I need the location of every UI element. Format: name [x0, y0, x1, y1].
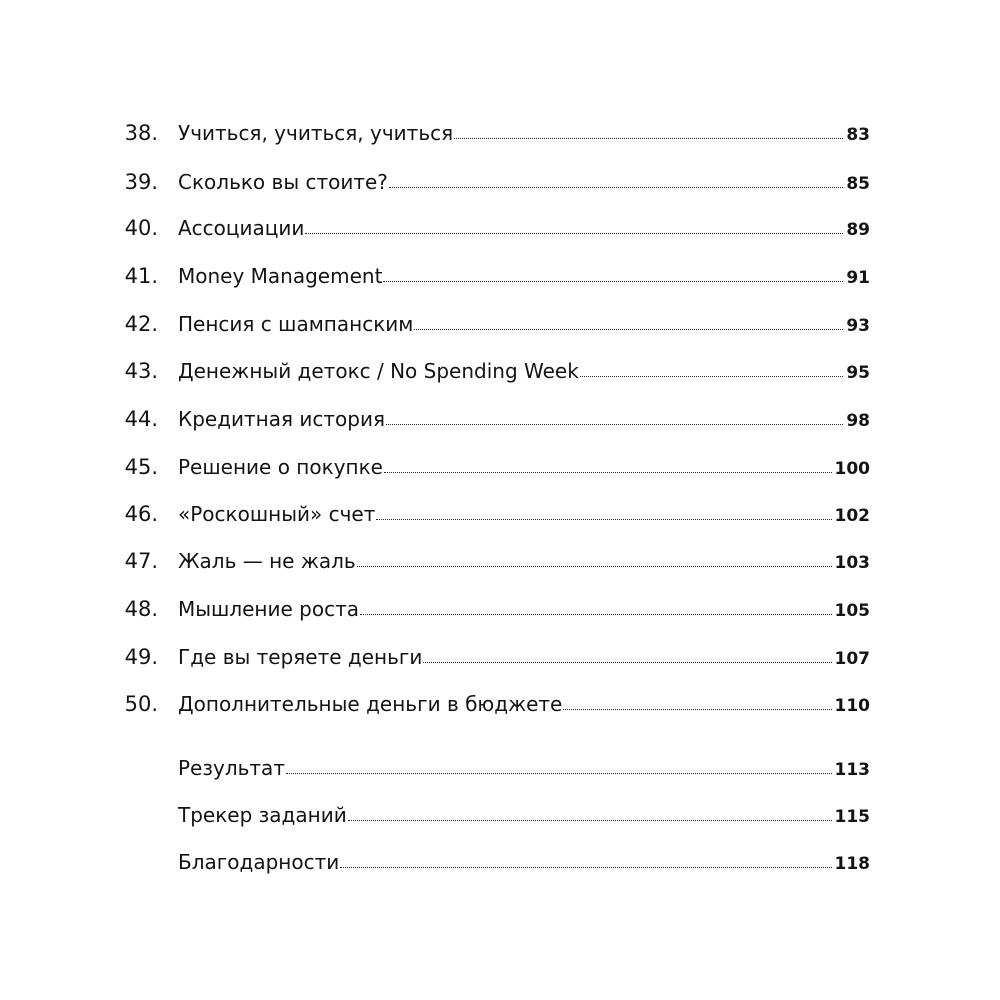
toc-entry-49[interactable] [0, 637, 1000, 677]
toc-entry-task-tracker[interactable] [0, 795, 1000, 835]
toc-entry-43[interactable] [0, 351, 1000, 391]
chapter-number: 38. [124, 121, 158, 145]
dot-leader [376, 519, 831, 520]
chapter-title: Учиться, учиться, учиться [178, 121, 454, 145]
dot-leader [357, 566, 832, 567]
dot-leader [580, 376, 844, 377]
page-number: 110 [834, 696, 870, 716]
chapter-title: Решение о покупке [178, 455, 383, 479]
page-number: 89 [846, 220, 870, 240]
page-number: 91 [846, 268, 870, 288]
toc-line [178, 541, 870, 581]
chapter-number: 49. [124, 645, 158, 669]
toc-line [178, 304, 870, 344]
dot-leader [286, 773, 832, 774]
dot-leader [386, 424, 843, 425]
toc-line [178, 351, 870, 391]
toc-line [178, 842, 870, 882]
chapter-number: 50. [124, 692, 158, 716]
toc-entry-40[interactable] [0, 208, 1000, 248]
toc-line [178, 399, 870, 439]
chapter-title: Кредитная история [178, 407, 386, 431]
chapter-number: 48. [124, 597, 158, 621]
toc-line [178, 637, 870, 677]
chapter-title: Денежный детокс / No Spending Week [178, 359, 579, 383]
toc-line [178, 748, 870, 788]
toc-line [178, 162, 870, 202]
chapter-title: Дополнительные деньги в бюджете [178, 692, 563, 716]
toc-line [178, 208, 870, 248]
toc-entry-42[interactable] [0, 304, 1000, 344]
section-title: Благодарности [178, 850, 340, 874]
dot-leader [305, 233, 843, 234]
chapter-number: 42. [124, 312, 158, 336]
page-number: 102 [834, 506, 870, 526]
toc-line [178, 494, 870, 534]
dot-leader [340, 867, 831, 868]
toc-line [178, 113, 870, 153]
toc-entry-41[interactable] [0, 256, 1000, 296]
page-number: 95 [846, 363, 870, 383]
page-number: 83 [846, 125, 870, 145]
dot-leader [383, 281, 843, 282]
chapter-number: 40. [124, 216, 158, 240]
chapter-title: Money Management [178, 264, 383, 288]
chapter-title: Жаль — не жаль [178, 549, 356, 573]
chapter-number: 41. [124, 264, 158, 288]
page-number: 107 [834, 649, 870, 669]
page-number: 100 [834, 459, 870, 479]
toc-line [178, 684, 870, 724]
chapter-title: Где вы теряете деньги [178, 645, 423, 669]
chapter-title: Сколько вы стоите? [178, 170, 388, 194]
dot-leader [423, 662, 831, 663]
chapter-title: Пенсия с шампанским [178, 312, 414, 336]
toc-entry-38[interactable] [0, 113, 1000, 153]
toc-line [178, 795, 870, 835]
dot-leader [414, 329, 843, 330]
toc-entry-39[interactable] [0, 162, 1000, 202]
dot-leader [384, 472, 832, 473]
toc-entry-45[interactable] [0, 447, 1000, 487]
chapter-number: 46. [124, 502, 158, 526]
chapter-number: 43. [124, 359, 158, 383]
page-number: 85 [846, 174, 870, 194]
chapter-number: 45. [124, 455, 158, 479]
toc-entry-48[interactable] [0, 589, 1000, 629]
page-number: 113 [834, 760, 870, 780]
section-title: Результат [178, 756, 285, 780]
toc-entry-44[interactable] [0, 399, 1000, 439]
chapter-number: 39. [124, 170, 158, 194]
chapter-title: Ассоциации [178, 216, 305, 240]
toc-entry-results[interactable] [0, 748, 1000, 788]
toc-line [178, 256, 870, 296]
toc-entry-acknowledgements[interactable] [0, 842, 1000, 882]
dot-leader [348, 820, 832, 821]
section-title: Трекер заданий [178, 803, 347, 827]
toc-line [178, 447, 870, 487]
chapter-title: Мышление роста [178, 597, 360, 621]
dot-leader [563, 709, 831, 710]
page-number: 118 [834, 854, 870, 874]
page-number: 115 [834, 807, 870, 827]
toc-entry-50[interactable] [0, 684, 1000, 724]
page-number: 98 [846, 411, 870, 431]
page-number: 93 [846, 316, 870, 336]
chapter-title: «Роскошный» счет [178, 502, 376, 526]
dot-leader [360, 614, 831, 615]
chapter-number: 44. [124, 407, 158, 431]
toc-entry-46[interactable] [0, 494, 1000, 534]
toc-entry-47[interactable] [0, 541, 1000, 581]
dot-leader [389, 187, 843, 188]
toc-line [178, 589, 870, 629]
chapter-number: 47. [124, 549, 158, 573]
page-number: 105 [834, 601, 870, 621]
dot-leader [454, 138, 843, 139]
page-number: 103 [834, 553, 870, 573]
